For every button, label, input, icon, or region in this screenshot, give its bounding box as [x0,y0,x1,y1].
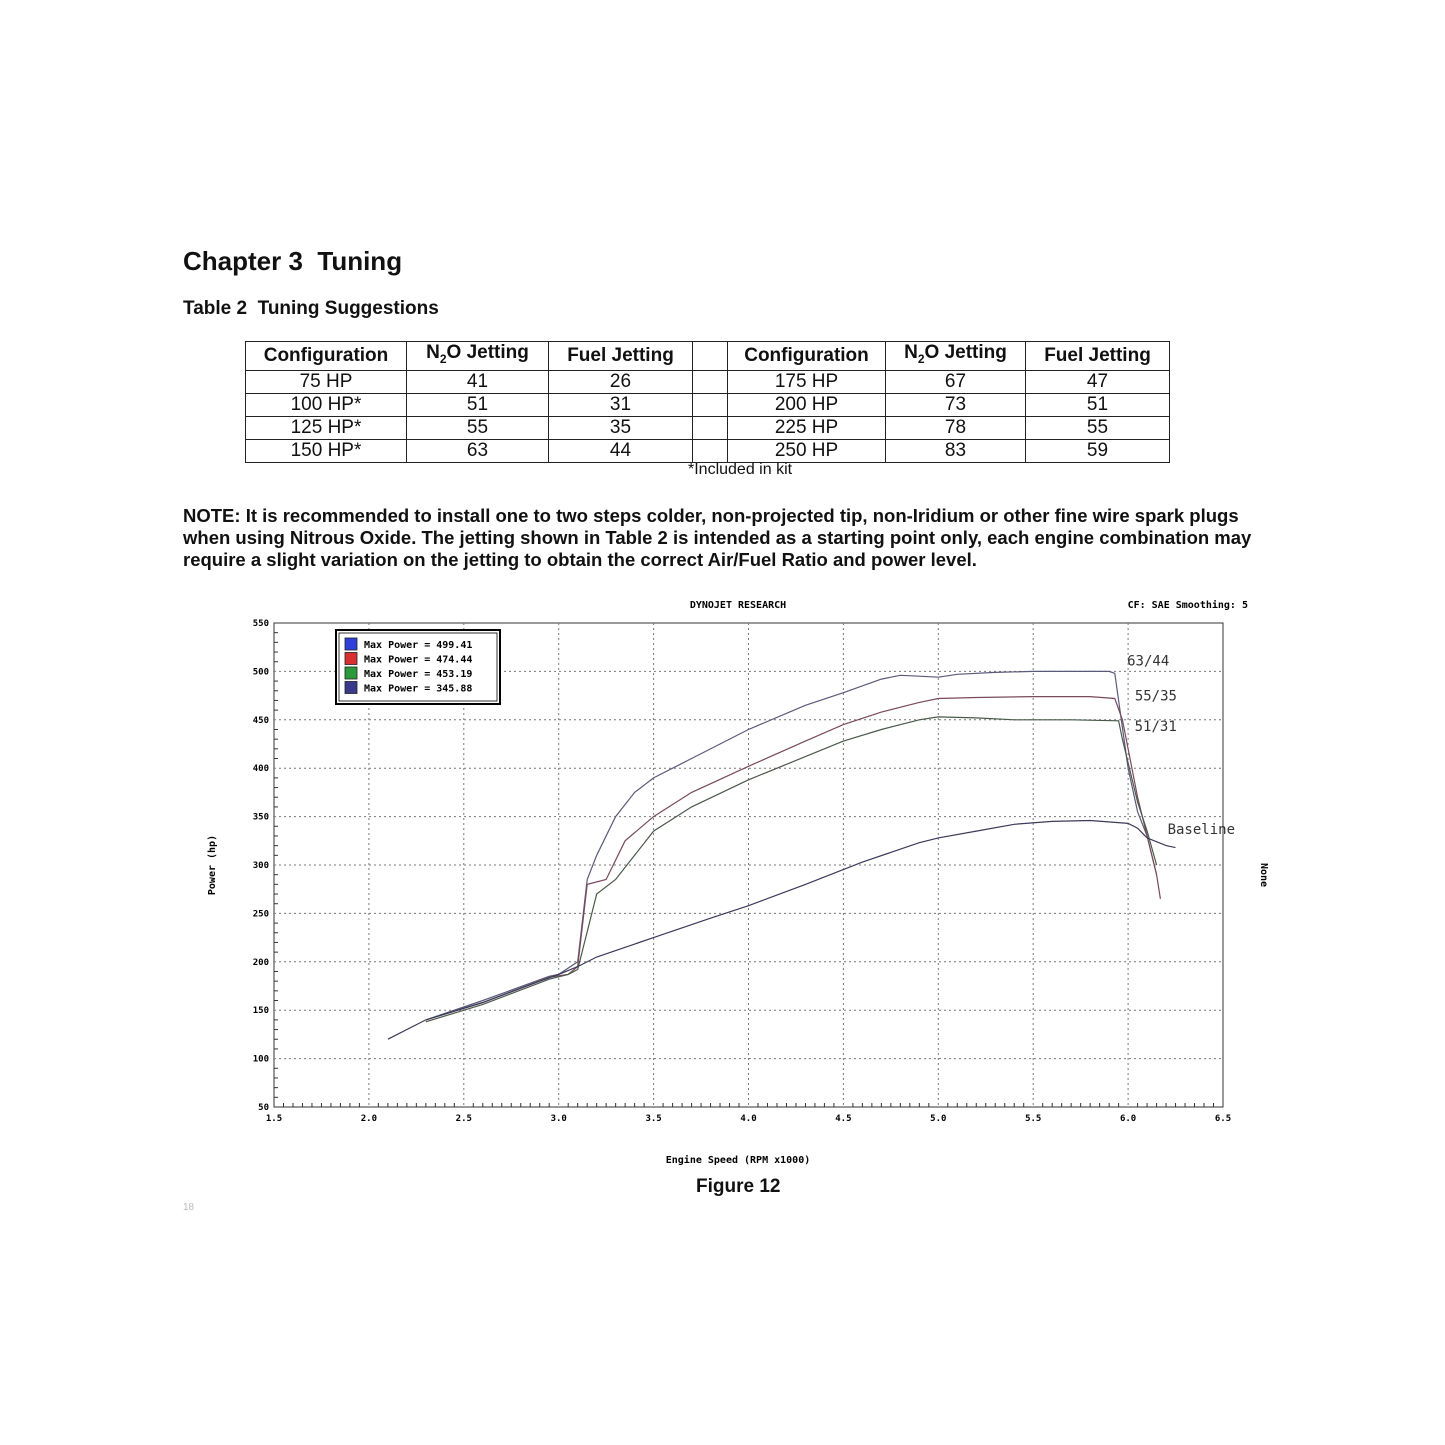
tuning-suggestions-table [245,341,1170,463]
x-tick-label: 4.0 [740,1114,757,1124]
y-tick-label: 300 [252,861,269,871]
legend-swatch [345,638,357,650]
legend-label: Max Power = 345.88 [364,683,473,695]
legend-swatch [345,682,357,694]
y-tick-label: 450 [252,715,269,726]
table-cell: 51 [407,393,549,416]
table-cell: 175 HP [728,370,886,393]
table-cell: 55 [407,416,549,439]
table-cell: 55 [1026,416,1170,439]
series-label: 55/35 [1134,688,1177,705]
table-cell: 125 HP* [246,416,407,439]
table-cell: 26 [549,370,693,393]
header-configuration-2: Configuration [728,342,886,371]
legend-label: Max Power = 499.41 [364,640,473,651]
series-label: 63/44 [1127,653,1170,670]
n2o-prefix: N [904,342,918,363]
chart-legend [336,630,500,704]
table-row [246,393,1170,416]
table-cell: 35 [549,416,693,439]
chapter-title: Chapter 3 Tuning [183,246,403,276]
n2o-prefix: N [426,342,440,363]
table-title: Table 2 Tuning Suggestions [183,298,439,319]
x-tick-label: 3.0 [550,1114,567,1124]
x-tick-label: 6.0 [1119,1114,1137,1124]
table-cell: 250 HP [728,439,886,462]
y-tick-label: 350 [252,812,269,823]
table-header-row [246,342,1170,371]
right-axis-label: None [1258,862,1269,888]
table-row [246,439,1170,462]
x-tick-label: 5.5 [1025,1114,1042,1124]
table-spacer [693,439,728,462]
y-tick-label: 250 [252,909,269,920]
y-tick-label: 400 [252,764,269,775]
figure-caption: Figure 12 [696,1176,781,1197]
y-tick-label: 200 [252,957,269,968]
n2o-subscript: 2 [439,351,447,366]
table-cell: 200 HP [728,393,886,416]
x-tick-label: 2.5 [455,1114,472,1124]
table-row [246,416,1170,439]
x-tick-label: 3.5 [645,1114,662,1124]
series-label: Baseline [1167,822,1236,839]
y-tick-label: 150 [252,1006,269,1017]
y-tick-label: 550 [252,619,269,629]
x-tick-label: 2.0 [360,1114,378,1124]
legend-swatch [345,653,357,665]
table-cell: 150 HP* [246,439,407,462]
table-cell: 225 HP [728,416,886,439]
table-cell: 73 [886,393,1026,416]
chart-title: DYNOJET RESEARCH [689,600,787,611]
table-spacer [693,342,728,371]
spark-plug-note: NOTE: It is recommended to install one to two steps colder, non-projected tip, non-Iridium or other fine wire spark plugs when using Nitrous Oxide. The jetting shown in Table 2 is intended as a starting point only, each engine combination may require a slight variation on the jetting to obtain the correct Air/Fuel Ratio and power level. [183,505,1252,570]
dyno-power-chart [0,590,1445,1170]
table-cell: 31 [549,393,693,416]
table-cell: 100 HP* [246,393,407,416]
table-cell: 47 [1026,370,1170,393]
n2o-suffix: O Jetting [446,342,529,363]
x-axis-label: Engine Speed (RPM x1000) [665,1155,811,1166]
table-spacer [693,370,728,393]
header-configuration: Configuration [246,342,407,371]
table-cell: 59 [1026,439,1170,462]
header-n2o-jetting-2 [886,342,1026,371]
legend-label: Max Power = 453.19 [364,669,473,680]
header-fuel-jetting: Fuel Jetting [549,342,693,371]
table-footnote: *Included in kit [688,461,793,478]
table-cell: 41 [407,370,549,393]
header-fuel-jetting-2: Fuel Jetting [1026,342,1170,371]
legend-label: Max Power = 474.44 [364,654,473,666]
x-tick-label: 1.5 [265,1114,283,1124]
table-cell: 51 [1026,393,1170,416]
legend-swatch [345,667,357,679]
y-tick-label: 500 [252,667,269,678]
y-tick-label: 100 [252,1054,269,1065]
x-tick-label: 4.5 [835,1114,852,1124]
n2o-subscript: 2 [917,351,925,366]
table-cell: 78 [886,416,1026,439]
table-cell: 44 [549,439,693,462]
table-row [246,370,1170,393]
page-number: 18 [183,1202,195,1213]
table-cell: 63 [407,439,549,462]
table-spacer [693,393,728,416]
n2o-suffix: O Jetting [924,342,1007,363]
table-spacer [693,416,728,439]
x-tick-label: 6.5 [1214,1114,1232,1124]
header-n2o-jetting [407,342,549,371]
series-label: 51/31 [1134,718,1177,735]
table-cell: 75 HP [246,370,407,393]
chart-settings-text: CF: SAE Smoothing: 5 [1127,600,1248,611]
table-cell: 83 [886,439,1026,462]
x-tick-label: 5.0 [930,1114,947,1124]
table-cell: 67 [886,370,1026,393]
y-tick-label: 50 [258,1103,269,1113]
y-axis-label: Power (hp) [207,834,218,896]
